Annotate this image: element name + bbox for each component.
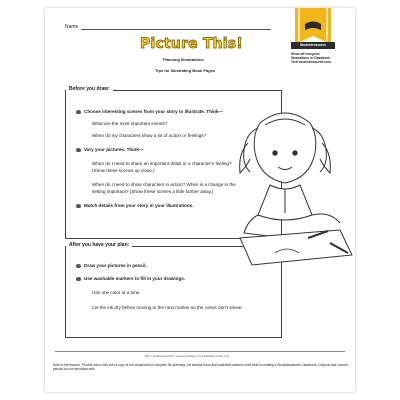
subtitle-tips: Tips for Illustrating Book Pages bbox=[155, 68, 216, 73]
after-heading: After you have your plan: bbox=[66, 242, 132, 248]
promo-line: Show off everyone. bbox=[291, 52, 321, 56]
name-input-line bbox=[81, 29, 271, 30]
before-item: Vary your pictures. Think— bbox=[84, 147, 144, 152]
promo-line: Illustrations in Classbook. bbox=[291, 56, 331, 61]
before-item: (Show these scenes up close.) bbox=[92, 168, 155, 173]
after-item: Let the ink dry before moving to the next marker so the colors don't smear. bbox=[92, 305, 244, 310]
worksheet-page bbox=[45, 8, 355, 392]
before-item: Choose interesting scenes from your story to illustrate. Think— bbox=[84, 109, 224, 114]
subtitle: Planning Illustrations bbox=[163, 57, 204, 62]
after-item: Use washable markers to fill in your drawings. bbox=[84, 276, 186, 281]
before-item: When do I need to show characters in action? When is a change in the bbox=[92, 182, 236, 187]
before-item: Match details from your story in your illustrations. bbox=[84, 203, 194, 208]
promo-text bbox=[291, 52, 347, 65]
name-label: Name bbox=[65, 24, 79, 30]
before-item: setting important? (Show these scenes a little farther away.) bbox=[92, 189, 214, 194]
page-title: Picture This! bbox=[140, 36, 243, 52]
footer-copyright: Ban v. Studentreasures® | a Lesson design by The Educator Center, LLC bbox=[145, 355, 230, 358]
after-item: Use one color at a time. bbox=[92, 290, 141, 295]
before-item: What are the most important events? bbox=[92, 121, 168, 126]
girl-drawing-illustration bbox=[220, 103, 355, 278]
before-item: When do I need to share an important detail or a character's feeling? bbox=[92, 161, 232, 166]
before-item: When do my characters show a lot of action or feelings? bbox=[92, 133, 207, 138]
footer-divider bbox=[55, 351, 345, 352]
promo-line: Visit studentreasures.com. bbox=[291, 60, 332, 65]
before-heading: Before you draw: bbox=[66, 86, 113, 92]
brand-band: Studentreasures bbox=[291, 42, 335, 49]
after-item: Draw your pictures in pencil. bbox=[84, 263, 147, 268]
teacher-note: Note to the teacher: Provide each child with a copy of the storyboard to complete his planning. Let student know that washable markers work best in creating a Studentreasures Classbook. Crayons and colored pencils do not reproduce well. bbox=[53, 363, 348, 371]
